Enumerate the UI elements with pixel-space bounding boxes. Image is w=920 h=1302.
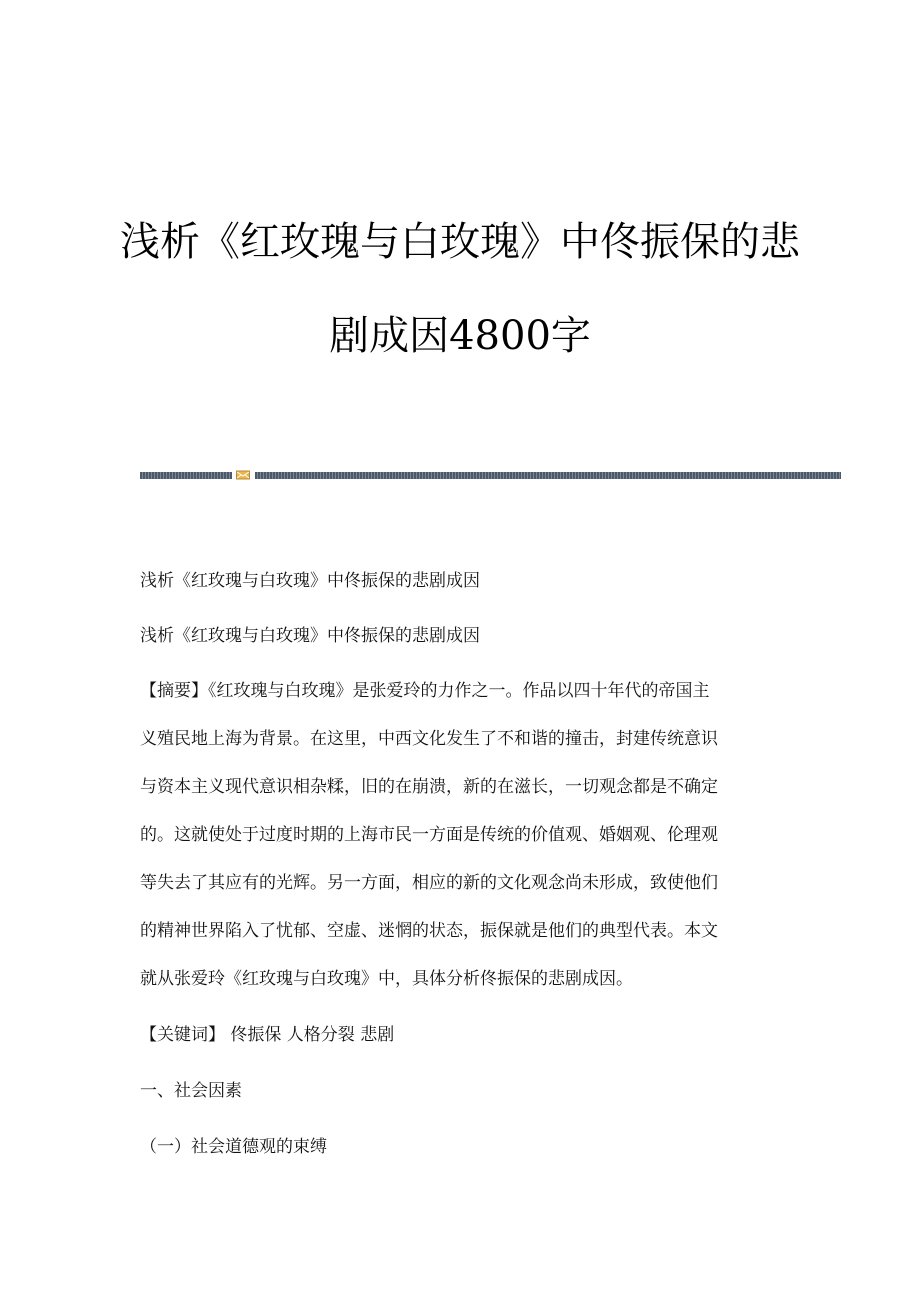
subsection-heading: （一）社会道德观的束缚 bbox=[140, 1137, 327, 1157]
abstract-line: 义殖民地上海为背景。在这里，中西文化发生了不和谐的撞击，封建传统意识 bbox=[140, 729, 718, 749]
divider-ornament-icon bbox=[236, 470, 250, 480]
abstract-line: 的。这就使处于过度时期的上海市民一方面是传统的价值观、婚姻观、伦理观 bbox=[140, 825, 718, 845]
abstract-line: 就从张爱玲《红玫瑰与白玫瑰》中，具体分析佟振保的悲剧成因。 bbox=[140, 969, 633, 989]
document-title-line-1: 浅析《红玫瑰与白玫瑰》中佟振保的悲 bbox=[120, 219, 800, 265]
abstract-line: 【摘要】《红玫瑰与白玫瑰》是张爱玲的力作之一。作品以四十年代的帝国主 bbox=[140, 681, 710, 701]
subtitle-line-1: 浅析《红玫瑰与白玫瑰》中佟振保的悲剧成因 bbox=[140, 571, 480, 591]
subtitle-line-2: 浅析《红玫瑰与白玫瑰》中佟振保的悲剧成因 bbox=[140, 626, 480, 646]
abstract-line: 与资本主义现代意识相杂糅，旧的在崩溃，新的在滋长，一切观念都是不确定 bbox=[140, 777, 718, 797]
section-heading: 一、社会因素 bbox=[140, 1081, 242, 1101]
title-divider bbox=[140, 470, 841, 480]
divider-bar-right bbox=[255, 472, 841, 479]
abstract-line: 的精神世界陷入了忧郁、空虚、迷惘的状态，振保就是他们的典型代表。本文 bbox=[140, 921, 718, 941]
abstract-line: 等失去了其应有的光辉。另一方面，相应的新的文化观念尚未形成，致使他们 bbox=[140, 873, 718, 893]
keywords-line: 【关键词】 佟振保 人格分裂 悲剧 bbox=[140, 1025, 395, 1045]
divider-bar-left bbox=[140, 472, 232, 479]
document-title-line-2: 剧成因4800字 bbox=[329, 313, 591, 359]
